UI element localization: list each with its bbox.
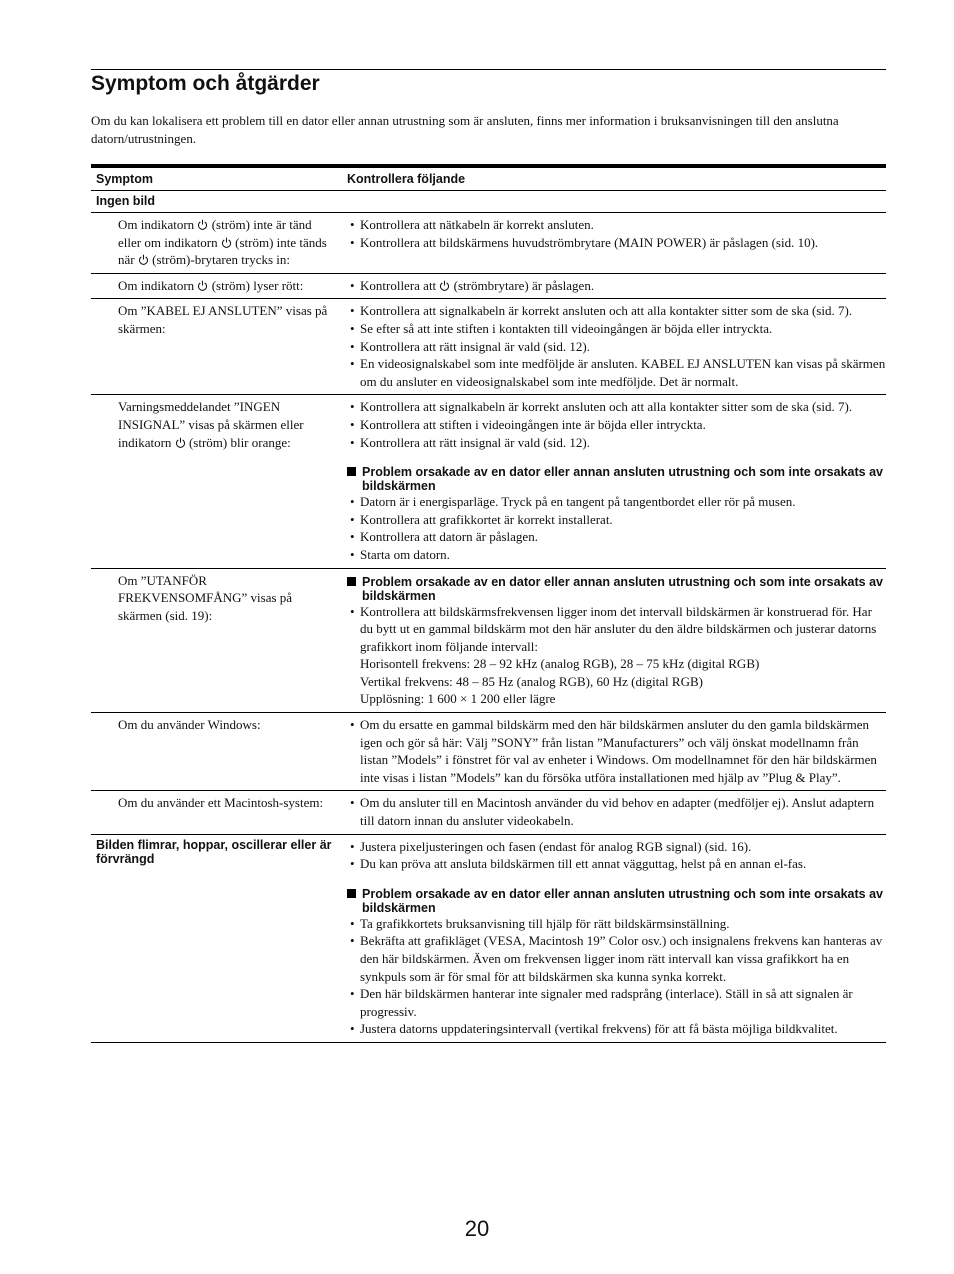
square-bullet-icon bbox=[347, 889, 356, 898]
check-item: • Om du ansluter till en Macintosh använder du vid behov en adapter (medföljer ej). Anslut adaptern till datorn innan du ansluter videokabeln. bbox=[347, 794, 886, 829]
symptom-cell bbox=[91, 395, 342, 568]
table-row bbox=[91, 395, 886, 568]
check-item: • Kontrollera att bildskärmsfrekvensen ligger inom det intervall bildskärmen är konstruerad för. Har du bytt ut en gammal bildskärm mot den här ansluter du den äldre bildskärmen och justerar datorns grafikkort inom följande intervall: bbox=[347, 603, 886, 656]
check-item: • Justera pixeljusteringen och fasen (endast för analog RGB signal) (sid. 16). bbox=[347, 838, 886, 856]
table-row bbox=[91, 299, 886, 395]
note-heading bbox=[347, 887, 886, 915]
table-row-flicker bbox=[91, 834, 886, 1042]
check-item: • Datorn är i energisparläge. Tryck på en tangent på tangentbordet eller rör på musen. bbox=[347, 493, 886, 511]
check-item: • En videosignalskabel som inte medföljde är ansluten. KABEL EJ ANSLUTEN kan visas på skärmen om du ansluter en videosignalskabel som inte medföljde. Det är normalt. bbox=[347, 355, 886, 390]
symptom-cell bbox=[91, 273, 342, 299]
power-icon bbox=[175, 437, 186, 448]
page-number: 20 bbox=[464, 1216, 490, 1241]
check-cell bbox=[342, 834, 886, 1042]
check-text: Kontrollera att bbox=[360, 277, 440, 293]
power-icon bbox=[221, 237, 232, 248]
spec-line: Vertikal frekvens: 48 – 85 Hz (analog RGB), 60 Hz (digital RGB) bbox=[360, 673, 703, 689]
check-list bbox=[347, 302, 886, 390]
intro-text: Om du kan lokalisera ett problem till en dator eller annan utrustning som är ansluten, finns mer information i bruksanvisningen till den anslutna datorn/utrustningen. bbox=[91, 113, 839, 146]
symptom-text: (ström) blir orange: bbox=[185, 434, 291, 450]
check-item: • Starta om datorn. bbox=[347, 546, 886, 564]
check-item: • Kontrollera att grafikkortet är korrekt installerat. bbox=[347, 511, 886, 529]
check-cell bbox=[342, 568, 886, 713]
check-list bbox=[347, 794, 886, 829]
check-item: • Om du ersatte en gammal bildskärm med den här bildskärmen ansluter du den gamla bildskärmen igen och gör så här: Välj ”SONY” från listan ”Manufacturers” och välj önskat modellnamn från listan ”Models” i fönstret för val av enheter i Windows. Om modellnamnet för den här bildskärmen inte visas i listan ”Models” kan du försöka utföra installationen med hjälp av ”Plug & Play”. bbox=[347, 716, 886, 786]
symptom-text: (ström) inte tänds när bbox=[118, 234, 327, 268]
check-item: • Kontrollera att signalkabeln är korrekt ansluten och att alla kontakter sitter som de ska (sid. 7). bbox=[347, 398, 886, 416]
note-check-list bbox=[347, 603, 886, 656]
symptom-text: Om indikatorn bbox=[118, 217, 198, 232]
power-icon bbox=[138, 254, 149, 265]
check-cell bbox=[342, 273, 886, 299]
symptom-cell bbox=[91, 213, 342, 274]
check-item bbox=[347, 277, 886, 295]
check-cell bbox=[342, 395, 886, 568]
group-row-no-image bbox=[91, 191, 886, 213]
check-item: • Kontrollera att rätt insignal är vald (sid. 12). bbox=[347, 434, 886, 452]
note-heading-text: Problem orsakade av en dator eller annan ansluten utrustning och som inte orsakats av bildskärmen bbox=[362, 886, 883, 915]
note-check-list bbox=[347, 493, 886, 563]
check-item: • Kontrollera att datorn är påslagen. bbox=[347, 528, 886, 546]
check-item: • Se efter så att inte stiften i kontakten till videoingången är böjda eller intryckta. bbox=[347, 320, 886, 338]
symptom-cell: Om ”UTANFÖR FREKVENSOMFÅNG” visas på skärmen (sid. 19): bbox=[91, 568, 342, 713]
symptom-text: Varningsmeddelandet ”INGEN INSIGNAL” visas på skärmen eller indikatorn bbox=[118, 399, 304, 450]
symptom-cell: Om du använder Windows: bbox=[91, 713, 342, 791]
table-row bbox=[91, 213, 886, 274]
troubleshooting-table bbox=[91, 164, 886, 1043]
check-item: • Kontrollera att stiften i videoingången inte är böjda eller intryckta. bbox=[347, 416, 886, 434]
symptom-cell: Om du använder ett Macintosh-system: bbox=[91, 791, 342, 834]
page-title: Symptom och åtgärder bbox=[91, 72, 320, 95]
check-item: • Kontrollera att rätt insignal är vald (sid. 12). bbox=[347, 338, 886, 356]
power-icon bbox=[197, 219, 208, 230]
check-cell bbox=[342, 213, 886, 274]
check-cell bbox=[342, 791, 886, 834]
table-header-row bbox=[91, 166, 886, 191]
square-bullet-icon bbox=[347, 467, 356, 476]
spec-line: Upplösning: 1 600 × 1 200 eller lägre bbox=[360, 691, 556, 707]
table-row bbox=[91, 568, 886, 713]
spec-line: Horisontell frekvens: 28 – 92 kHz (analog RGB), 28 – 75 kHz (digital RGB) bbox=[360, 656, 760, 672]
table-row bbox=[91, 273, 886, 299]
check-item: • Kontrollera att bildskärmens huvudströmbrytare (MAIN POWER) är påslagen (sid. 10). bbox=[347, 234, 886, 252]
power-icon bbox=[439, 280, 450, 291]
check-item: • Kontrollera att signalkabeln är korrekt ansluten och att alla kontakter sitter som de ska (sid. 7). bbox=[347, 302, 886, 320]
col-header-check: Kontrollera följande bbox=[342, 166, 886, 191]
check-list bbox=[347, 716, 886, 786]
symptom-text: Om indikatorn bbox=[118, 277, 198, 293]
power-icon bbox=[197, 280, 208, 291]
check-item: • Justera datorns uppdateringsintervall (vertikal frekvens) för att få bästa möjliga bildkvalitet. bbox=[347, 1020, 886, 1038]
symptom-cell: Bilden flimrar, hoppar, oscillerar eller är förvrängd bbox=[91, 834, 342, 1042]
check-item: • Kontrollera att nätkabeln är korrekt ansluten. bbox=[347, 216, 886, 234]
table-row bbox=[91, 791, 886, 834]
group-label: Ingen bild bbox=[91, 191, 886, 213]
check-cell bbox=[342, 299, 886, 395]
check-text: (strömbrytare) är påslagen. bbox=[450, 277, 595, 293]
note-heading bbox=[347, 575, 886, 603]
check-list bbox=[347, 838, 886, 873]
note-heading-text: Problem orsakade av en dator eller annan ansluten utrustning och som inte orsakats av bildskärmen bbox=[362, 465, 883, 494]
check-list bbox=[347, 277, 886, 295]
check-item: • Ta grafikkortets bruksanvisning till hjälp för rätt bildskärmsinställning. bbox=[347, 915, 886, 933]
note-check-list bbox=[347, 915, 886, 1038]
check-list bbox=[347, 398, 886, 451]
check-item: • Den här bildskärmen hanterar inte signaler med radsprång (interlace). Ställ in så att signalen är progressiv. bbox=[347, 985, 886, 1020]
note-heading-text: Problem orsakade av en dator eller annan ansluten utrustning och som inte orsakats av bildskärmen bbox=[362, 574, 883, 603]
check-item: • Du kan pröva att ansluta bildskärmen till ett annat vägguttag, helst på en annan el-fas. bbox=[347, 855, 886, 873]
check-item: • Bekräfta att grafikläget (VESA, Macintosh 19” Color osv.) och insignalens frekvens kan hanteras av den här bildskärmen. Även om frekvensen ligger inom rätt intervall kan vissa grafikkort ha en synkpuls som är för smal för att bildskärmen ska kunna synka korrekt. bbox=[347, 932, 886, 985]
symptom-cell: Om ”KABEL EJ ANSLUTEN” visas på skärmen: bbox=[91, 299, 342, 395]
note-heading bbox=[347, 465, 886, 493]
symptom-text: (ström) inte är tänd eller om indikatorn bbox=[118, 217, 312, 250]
col-header-symptom: Symptom bbox=[91, 166, 342, 191]
symptom-text: (ström)-brytaren trycks in: bbox=[148, 252, 291, 268]
square-bullet-icon bbox=[347, 577, 356, 586]
symptom-text: (ström) lyser rött: bbox=[208, 277, 304, 293]
table-row bbox=[91, 713, 886, 791]
check-cell bbox=[342, 713, 886, 791]
top-rule bbox=[91, 69, 886, 70]
spec-list bbox=[347, 655, 886, 708]
check-list bbox=[347, 216, 886, 251]
